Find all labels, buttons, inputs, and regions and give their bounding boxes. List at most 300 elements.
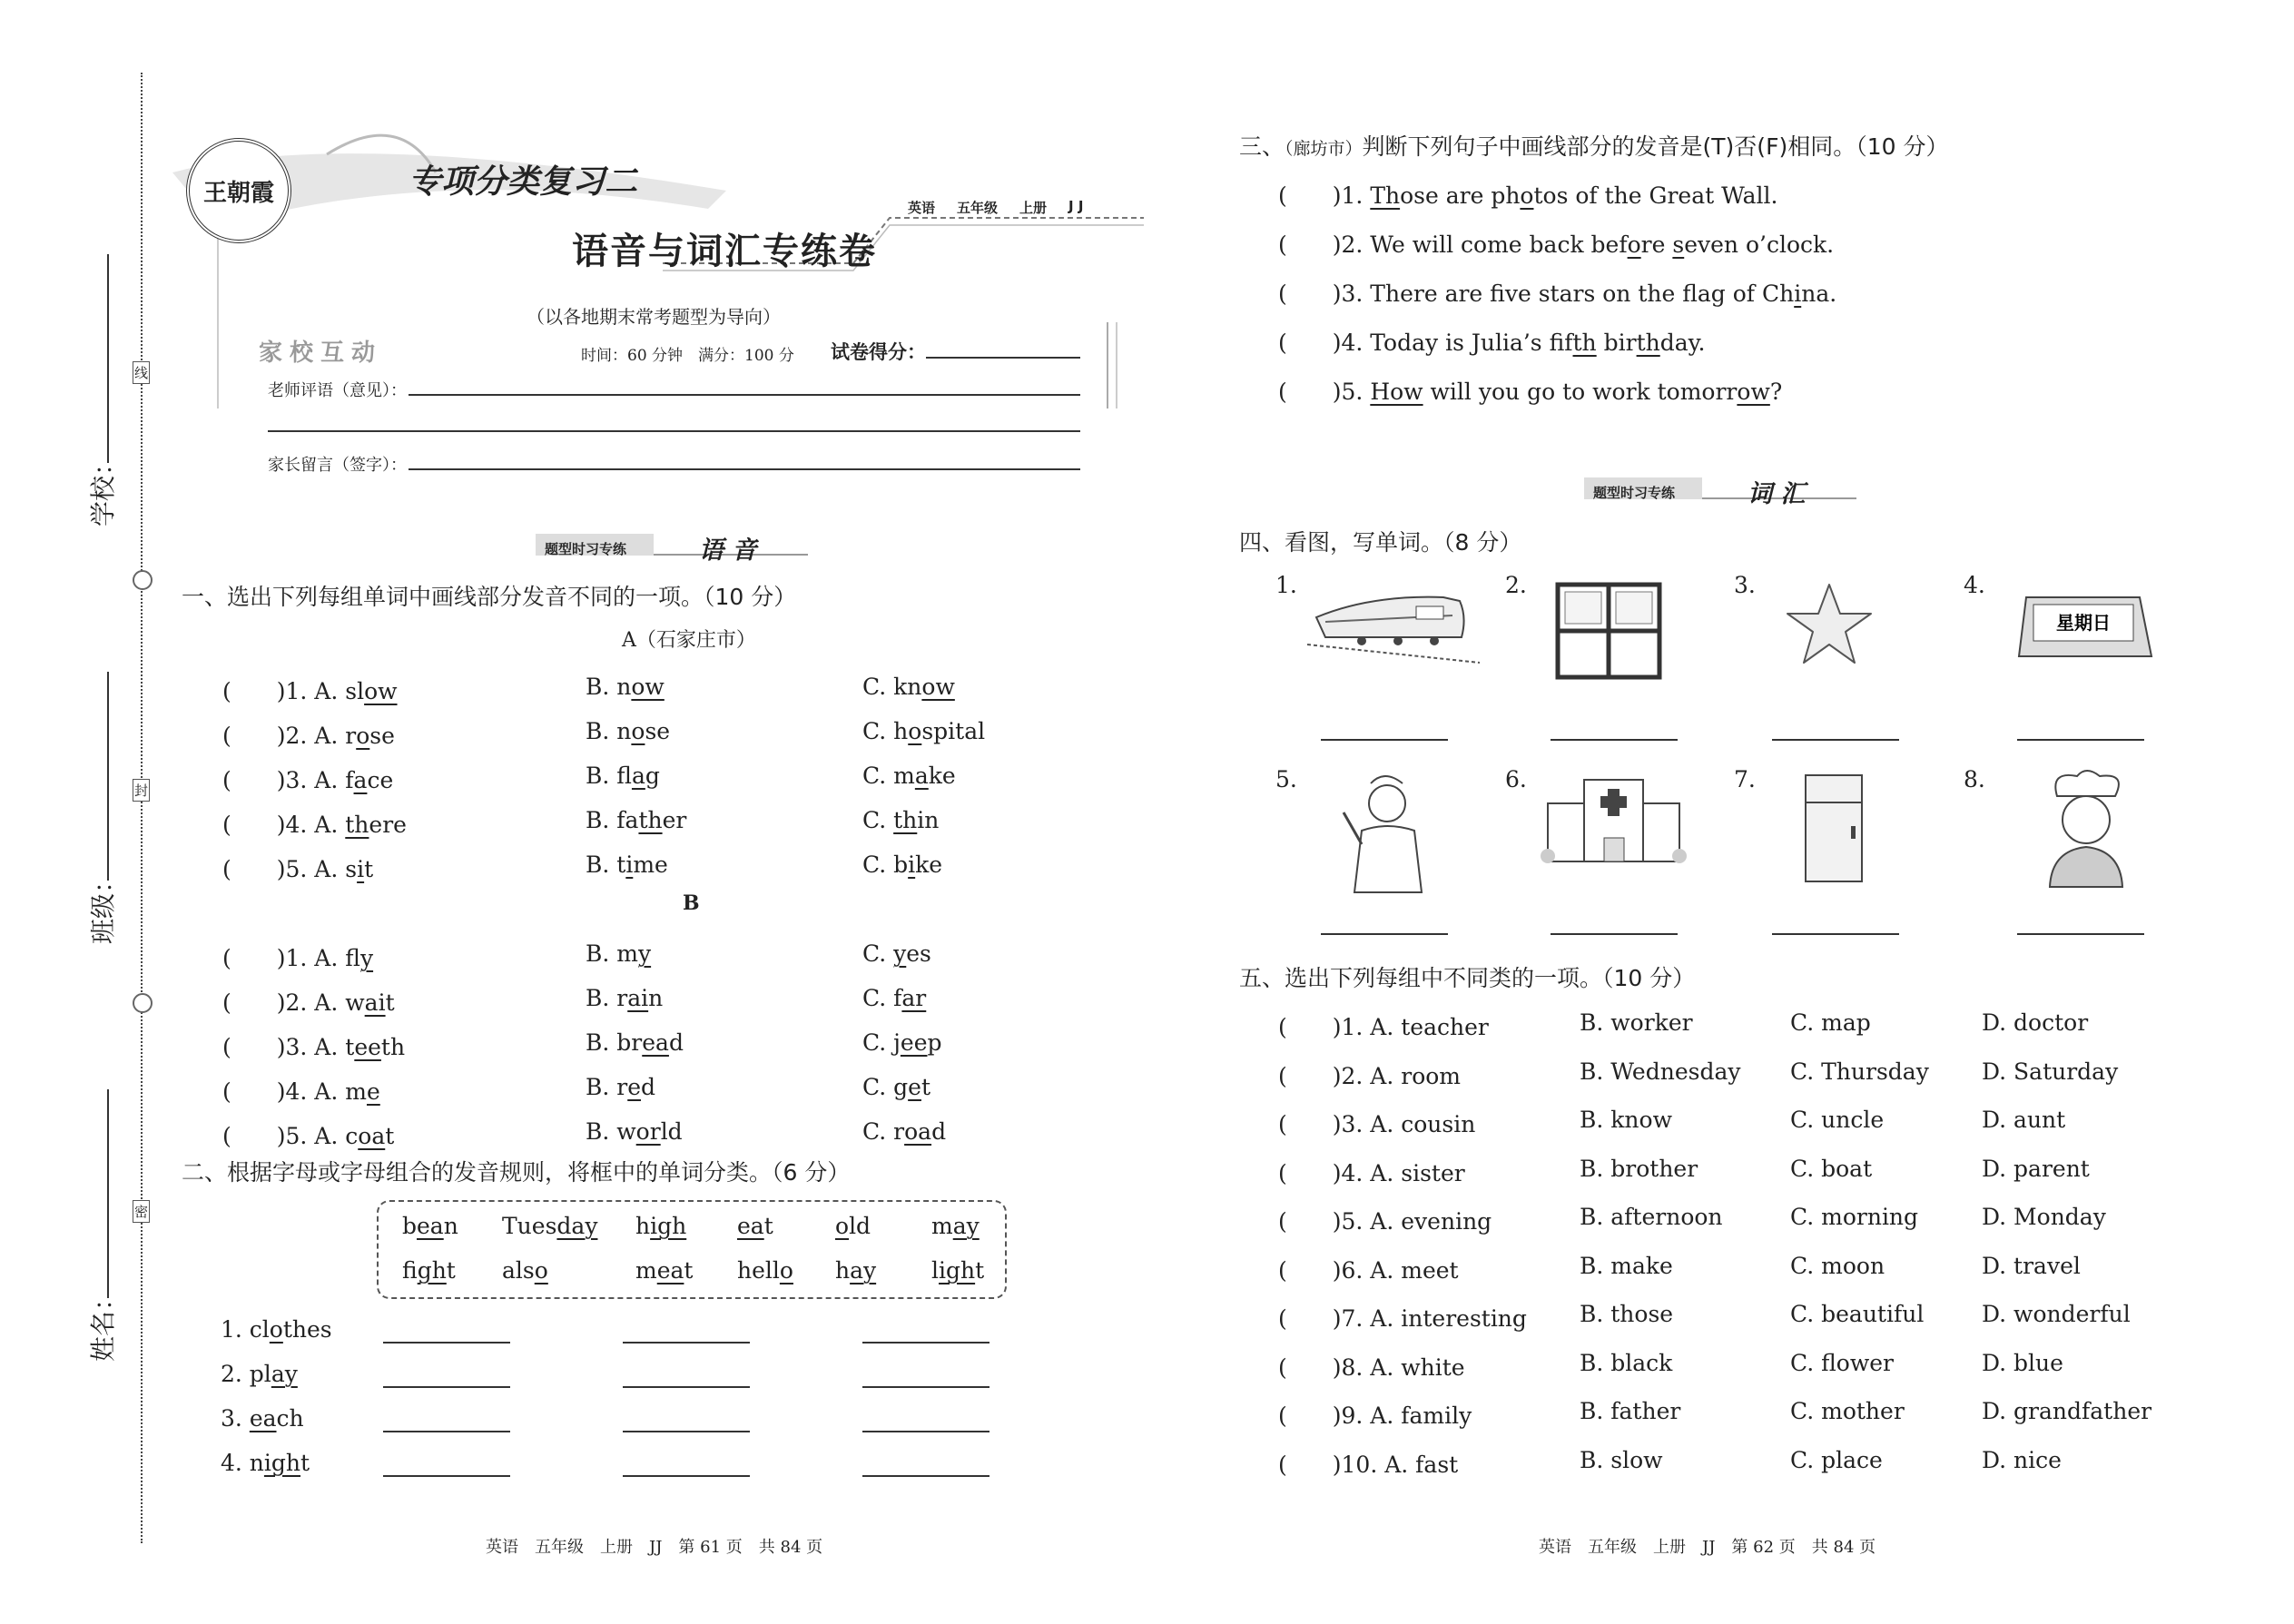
underlined-letters: or (635, 1118, 661, 1145)
main-title: 语音与词汇专练卷 (572, 230, 877, 272)
box-word (635, 1257, 693, 1284)
option-a: ( )2. A. room (1278, 1062, 1462, 1089)
underlined-letters: e (627, 1074, 642, 1100)
option-a-word (345, 856, 373, 882)
option-letter: C. (862, 1029, 894, 1056)
question-number: ( )3. A. (222, 767, 346, 793)
underlined-letters: ow (631, 674, 665, 700)
option-b (586, 851, 668, 878)
banner-big-text: 语 音 (699, 536, 757, 565)
option-c: C. beautiful (1790, 1301, 1925, 1327)
judge-sentence (1278, 178, 1777, 211)
underlined-letters: ea (642, 1029, 669, 1056)
word-part: br (616, 1029, 643, 1056)
word-part: m (931, 1213, 953, 1239)
word-part: w (616, 1118, 636, 1145)
sentence-part: na. (1801, 281, 1837, 307)
option-c: C. morning (1790, 1204, 1919, 1230)
answer-blank[interactable] (862, 1429, 989, 1432)
word-part: f (345, 767, 354, 793)
series-title: 专项分类复习二 (409, 163, 638, 201)
underlined-letters: day (556, 1213, 598, 1239)
underlined-letters: ar (901, 985, 927, 1011)
answer-blank[interactable] (623, 1429, 750, 1432)
box-word (931, 1213, 980, 1239)
word-answer-blank[interactable] (1772, 931, 1899, 935)
option-c: C. moon (1790, 1252, 1885, 1279)
underlined-letters: a (631, 763, 645, 789)
answer-blank[interactable] (623, 1340, 750, 1343)
word-part: m (616, 940, 638, 967)
word-part: b (402, 1213, 418, 1239)
box-word (835, 1257, 876, 1284)
sentence-part: ( )3. There are f (1278, 281, 1505, 307)
option-b (586, 674, 665, 700)
underlined-part: How (1370, 379, 1423, 405)
calendar-icon (2017, 588, 2153, 665)
question-row-option-a (222, 1029, 405, 1062)
option-a-word (345, 723, 395, 749)
underlined-letters: a (914, 763, 929, 789)
word-part: ere (369, 812, 407, 838)
option-a: ( )5. A. evening (1278, 1208, 1492, 1235)
underlined-part: th (1572, 330, 1597, 356)
score-label: 试卷得分： (831, 341, 926, 363)
option-letter: B. (586, 985, 617, 1011)
option-letter: C. (862, 807, 894, 833)
option-c-word (893, 807, 939, 833)
underlined-letters: ay (850, 1257, 877, 1284)
word-part: es (906, 940, 931, 967)
option-b-word (616, 985, 663, 1011)
star-icon (1784, 581, 1875, 667)
sentence-part: even o’clock. (1684, 231, 1835, 258)
option-c (862, 807, 939, 833)
underlined-part: i (1794, 281, 1802, 307)
answer-blank[interactable] (383, 1384, 510, 1388)
tag-edition: J J (1068, 198, 1084, 214)
word-part: fa (616, 807, 639, 833)
question-number: ( )3. A. (222, 1034, 346, 1060)
question-number: ( )5. A. (222, 856, 346, 882)
question-row-option-a (222, 674, 398, 706)
word-part: ld (660, 1118, 683, 1145)
box-word-text (835, 1257, 876, 1284)
interact-label: 家校互动 (259, 340, 383, 367)
question-number: ( )4. A. (222, 1078, 346, 1105)
word-part: ld (849, 1213, 871, 1239)
option-a: ( )7. A. interesting (1278, 1305, 1527, 1332)
option-b: B. worker (1580, 1009, 1693, 1036)
word-answer-blank[interactable] (2017, 737, 2144, 741)
word-part: 1. cl (221, 1316, 270, 1343)
word-part: 2. pl (221, 1361, 271, 1387)
word-part: hell (737, 1257, 780, 1284)
underlined-letters: ee (354, 1034, 381, 1060)
underlined-letters: e (908, 1074, 921, 1100)
underlined-part: o (1520, 182, 1534, 209)
classify-item-word (221, 1450, 310, 1476)
box-word (402, 1257, 456, 1284)
word-answer-blank[interactable] (1551, 931, 1678, 935)
option-c-word (893, 1029, 941, 1056)
header-tags (908, 198, 1083, 217)
option-c-word (893, 1118, 946, 1145)
underlined-letters: ay (952, 1213, 980, 1239)
judge-sentence (1278, 276, 1836, 309)
underlined-letters: ow (364, 678, 398, 704)
answer-blank[interactable] (623, 1384, 750, 1388)
sentence-part: bir (1596, 330, 1637, 356)
word-part: b (893, 851, 909, 878)
sentence-part: ? (1769, 379, 1783, 405)
option-letter: C. (862, 940, 894, 967)
option-b: B. slow (1580, 1446, 1663, 1473)
underlined-letters: ai (364, 989, 386, 1016)
option-letter: C. (862, 1118, 894, 1145)
word-part: ce (367, 767, 394, 793)
word-part: t (364, 856, 374, 882)
footer-left: 英语 五年级 上册 JJ 第 61 页 共 84 页 (486, 1538, 823, 1557)
class-label: 班级： (88, 867, 118, 944)
underlined-letters: th (345, 812, 369, 838)
word-part: f (402, 1257, 418, 1284)
score-field[interactable] (926, 357, 1080, 359)
option-d: D. wonderful (1982, 1301, 2131, 1327)
option-c (862, 718, 985, 744)
picture-number: 2. (1505, 572, 1527, 598)
underlined-letters: o (269, 1316, 283, 1343)
underlined-letters: th (638, 807, 663, 833)
section-banner-phonics (536, 527, 817, 563)
sentence-part: ose are ph (1400, 182, 1521, 209)
word-answer-blank[interactable] (1551, 737, 1678, 741)
option-c: C. flower (1790, 1349, 1895, 1376)
option-d: D. blue (1982, 1349, 2063, 1376)
answer-blank[interactable] (862, 1384, 989, 1388)
option-b (586, 1118, 683, 1145)
word-answer-blank[interactable] (1321, 737, 1448, 741)
word-part: se (369, 723, 395, 749)
classify-item-word (221, 1361, 298, 1387)
logo-text: 王朝霞 (202, 179, 274, 207)
name-label: 姓名： (88, 1284, 118, 1362)
option-b (586, 985, 663, 1011)
word-answer-blank[interactable] (2017, 931, 2144, 935)
underlined-letters: igh (939, 1257, 976, 1284)
option-c-word (893, 763, 956, 789)
answer-blank[interactable] (383, 1473, 510, 1477)
word-part: t (921, 1074, 930, 1100)
word-part: ch (276, 1405, 304, 1432)
option-letter: C. (862, 674, 894, 700)
option-b (586, 807, 686, 833)
option-a-word (345, 989, 394, 1016)
underlined-letters: ea (417, 1213, 444, 1239)
word-part: n (443, 1213, 458, 1239)
word-part: f (893, 985, 902, 1011)
cook-icon (2032, 767, 2141, 890)
word-part: se (645, 718, 671, 744)
question-row-option-a (222, 807, 407, 840)
classify-item (221, 1450, 310, 1476)
option-a-word (345, 1078, 380, 1105)
groupB-title: B (683, 891, 700, 915)
word-part: t (763, 1213, 773, 1239)
word-part: m (345, 1078, 367, 1105)
underlined-letters: igh (650, 1213, 687, 1239)
word-part: c (345, 1123, 359, 1149)
word-part: ke (928, 763, 956, 789)
word-part: t (300, 1450, 310, 1476)
question-number: ( )2. A. (222, 723, 346, 749)
underlined-letters: igh (417, 1257, 447, 1284)
box-word-text (402, 1213, 458, 1239)
option-letter: B. (586, 940, 617, 967)
box-word (635, 1213, 686, 1239)
binding-mark-3: 密 (133, 1200, 150, 1223)
option-b (586, 718, 670, 744)
picture-number: 6. (1505, 766, 1527, 792)
option-letter: B. (586, 718, 617, 744)
option-c (862, 1118, 946, 1145)
option-b: B. those (1580, 1301, 1674, 1327)
option-c (862, 985, 926, 1011)
option-c: C. boat (1790, 1155, 1873, 1182)
option-a-word (345, 945, 373, 971)
sentence-part: ( )4. Today is Julia’s fif (1278, 330, 1573, 356)
word-part: t (684, 1257, 694, 1284)
word-part: Tues (502, 1213, 557, 1239)
word-part: t (385, 989, 395, 1016)
option-a-word (345, 1123, 394, 1149)
question-row-option-a (222, 763, 393, 795)
word-part: sl (345, 678, 365, 704)
option-a: ( )3. A. cousin (1278, 1111, 1476, 1137)
underlined-letters: oa (358, 1123, 386, 1149)
option-d: D. Monday (1982, 1204, 2106, 1230)
option-c (862, 763, 956, 789)
box-word (502, 1257, 548, 1284)
word-part: ke (915, 851, 943, 878)
calendar-label: 星期日 (2056, 612, 2111, 634)
name-line (107, 1089, 109, 1298)
option-a: ( )4. A. sister (1278, 1159, 1465, 1186)
banner-small-text: 题型时习专练 (545, 541, 627, 557)
underlined-letters: th (893, 807, 918, 833)
word-part: me (633, 851, 668, 878)
word-part: t (446, 1257, 456, 1284)
word-part: 4. n (221, 1450, 264, 1476)
word-part: fl (345, 945, 360, 971)
underlined-letters: o (835, 1213, 850, 1239)
underlined-letters: o (534, 1257, 548, 1284)
word-part: spital (921, 718, 986, 744)
question-row-option-a (222, 1074, 380, 1107)
option-letter: C. (862, 851, 894, 878)
section1-heading: 一、选出下列每组单词中画线部分发音不同的一项。（10 分） (182, 584, 797, 610)
question-number: ( )4. A. (222, 812, 346, 838)
judge-sentence (1278, 325, 1705, 358)
word-part: thes (282, 1316, 332, 1343)
option-b (586, 1029, 684, 1056)
box-word-text (737, 1213, 773, 1239)
word-part: t (975, 1257, 985, 1284)
option-d: D. travel (1982, 1252, 2081, 1279)
word-part: n (648, 985, 664, 1011)
word-part: r (345, 723, 357, 749)
fridge-icon (1802, 772, 1866, 885)
option-d: D. aunt (1982, 1107, 2066, 1133)
answer-blank[interactable] (862, 1473, 989, 1477)
box-word (502, 1213, 597, 1239)
answer-blank[interactable] (383, 1429, 510, 1432)
tag-volume: 上册 (1019, 200, 1048, 216)
word-part: r (893, 1118, 905, 1145)
classify-item (221, 1316, 332, 1343)
groupA-title: A（石家庄市） (622, 629, 756, 652)
question-number: ( )5. A. (222, 1123, 346, 1149)
question-row-option-a (222, 985, 395, 1018)
option-c: C. place (1790, 1446, 1883, 1473)
underlined-letters: e (366, 1078, 380, 1105)
option-b-word (616, 1029, 684, 1056)
option-d: D. nice (1982, 1446, 2062, 1473)
word-part: r (616, 1074, 628, 1100)
option-b-word (616, 940, 651, 967)
underlined-letters: ea (249, 1405, 277, 1432)
underlined-part: ow (1737, 379, 1770, 405)
underlined-letters: ea (656, 1257, 684, 1284)
word-part: t (616, 851, 626, 878)
word-part: p (927, 1029, 942, 1056)
school-line (107, 254, 109, 463)
answer-blank[interactable] (383, 1340, 510, 1343)
sentence-part: ( )2. We will come back bef (1278, 231, 1628, 258)
word-part: r (616, 985, 628, 1011)
option-d: D. parent (1982, 1155, 2090, 1182)
option-d: D. Saturday (1982, 1058, 2119, 1085)
underlined-letters: ai (627, 985, 649, 1011)
word-part: in (917, 807, 940, 833)
word-part: t (345, 1034, 355, 1060)
option-a-word (345, 1034, 405, 1060)
word-part: d (931, 1118, 947, 1145)
option-c-word (893, 718, 985, 744)
underlined-letters: oa (904, 1118, 932, 1145)
judge-sentence (1278, 374, 1782, 407)
teacher-label: 老师评语（意见）： (268, 381, 407, 400)
teacher-comment-field-2[interactable] (268, 430, 1080, 432)
window-icon (1554, 581, 1663, 681)
time-line: 时间：60 分钟 满分：100 分 (581, 347, 794, 365)
train-icon (1307, 581, 1480, 672)
banner-small-text: 题型时习专练 (1593, 485, 1676, 501)
underlined-letters: i (908, 851, 916, 878)
option-letter: B. (586, 763, 617, 789)
binding-dotted-line (141, 73, 143, 1543)
option-c-word (893, 1074, 930, 1100)
underlined-letters: o (779, 1257, 793, 1284)
box-word (737, 1257, 793, 1284)
word-part: d (668, 1029, 684, 1056)
option-a: ( )1. A. teacher (1278, 1014, 1489, 1040)
classify-item-word (221, 1405, 304, 1432)
word-answer-blank[interactable] (1321, 931, 1448, 935)
tag-subject: 英语 (908, 200, 936, 216)
word-part: d (641, 1074, 656, 1100)
punch-hole-icon (133, 570, 153, 590)
classify-item (221, 1361, 298, 1387)
option-b: B. father (1580, 1398, 1681, 1424)
logo-badge (186, 138, 291, 243)
answer-blank[interactable] (862, 1340, 989, 1343)
underlined-part: s (1672, 231, 1685, 258)
nurse-icon (1334, 767, 1434, 894)
option-b: B. afternoon (1580, 1204, 1723, 1230)
underlined-letters: igh (263, 1450, 301, 1476)
option-b: B. black (1580, 1349, 1673, 1376)
parent-comment-field[interactable] (409, 468, 1080, 470)
teacher-comment-field[interactable] (409, 394, 1080, 396)
section5-heading: 五、选出下列每组中不同类的一项。（10 分） (1239, 965, 1696, 991)
underlined-letters: o (908, 718, 922, 744)
option-c (862, 674, 955, 700)
sentence-part: will you go to work tomorr (1423, 379, 1738, 405)
section3-text: 判断下列句子中画线部分的发音是(T)否(F)相同。（10 分） (1362, 133, 1949, 160)
option-c: C. map (1790, 1009, 1871, 1036)
option-d: D. grandfather (1982, 1398, 2152, 1424)
underlined-letters: i (357, 856, 365, 882)
box-word-text (635, 1213, 686, 1239)
sentence-part: ( )1. (1278, 182, 1371, 209)
option-b: B. make (1580, 1252, 1673, 1279)
option-a-word (345, 767, 393, 793)
question-number: ( )1. A. (222, 945, 346, 971)
option-c-word (893, 985, 926, 1011)
option-c: C. Thursday (1790, 1058, 1929, 1085)
option-c (862, 1074, 930, 1100)
word-part: w (345, 989, 365, 1016)
word-part: m (635, 1257, 657, 1284)
option-a: ( )6. A. meet (1278, 1256, 1459, 1284)
underlined-letters: i (625, 851, 634, 878)
question-row-option-a (222, 718, 395, 751)
section3-prefix: 三、 (1239, 133, 1285, 160)
picture-number: 7. (1734, 766, 1756, 792)
sentence-part: tos of the Great Wall. (1533, 182, 1778, 209)
box-word (931, 1257, 984, 1284)
option-c: C. uncle (1790, 1107, 1885, 1133)
class-line (107, 672, 109, 881)
section4-heading: 四、看图，写单词。（8 分） (1239, 529, 1522, 556)
word-part: h (635, 1213, 651, 1239)
word-answer-blank[interactable] (1772, 737, 1899, 741)
picture-number: 5. (1275, 766, 1297, 792)
underlined-letters: ow (921, 674, 955, 700)
underlined-letters: a (353, 767, 368, 793)
question-row-option-a (222, 1118, 394, 1151)
word-part: als (502, 1257, 535, 1284)
option-b (586, 940, 651, 967)
underlined-letters: ay (271, 1361, 298, 1387)
option-b-word (616, 851, 668, 878)
option-a: ( )10. A. fast (1278, 1451, 1459, 1478)
word-part: h (893, 718, 909, 744)
answer-blank[interactable] (623, 1473, 750, 1477)
option-b (586, 763, 660, 789)
word-part: j (893, 1029, 901, 1056)
